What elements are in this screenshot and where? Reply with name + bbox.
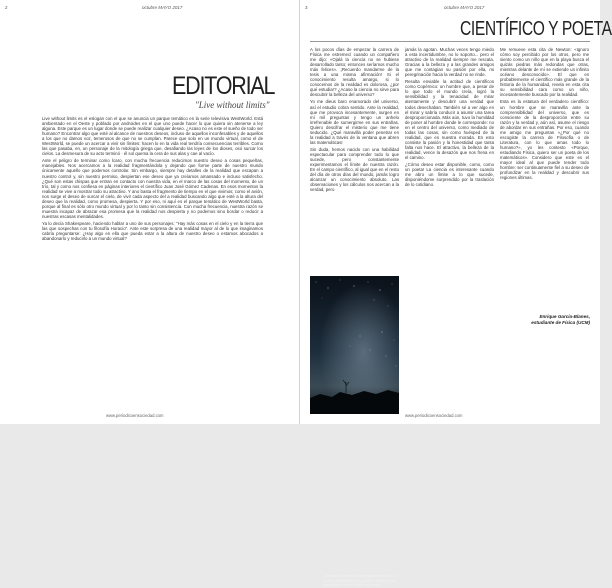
footer-url[interactable]: www.periodicoensociedad.com xyxy=(106,413,164,418)
article-paragraph: ¿Cómo deseo estar disponible, como, como un poeta! La ciencia es interesante cuando me abro un límite a lo que sucede, disponiéndome sorprendido por la traslación de lo cotidiano. xyxy=(405,162,494,188)
article-paragraph: jamás la agotan. Muchas veces tengo miedo a esta incertidumbre, no lo soporto... pero el atractivo de la realidad siempre me rescata. Gracias a la belleza y a las grandes amigos que me contagian su pasión por ella, mi peregrinación hacia la verdad no se rinde. xyxy=(405,47,494,78)
editorial-paragraph: Ya lo decía Shakespeare, haciendo hablar a uno de sus personajes: "Hay más cosas en el cielo y en la tierra que las que sospechas con tu filosofía Horacio". Ante este sorpresa de una realidad mayor al de lo que imaginamos cabría preguntarse: ¿Hay algo en ella que pueda estar a la altura de nuestro deseo o estamos abocados a abandonarlo y reducirlo a un mundo virtual? xyxy=(42,220,263,242)
author-role: estudiante de Física (UCM) xyxy=(531,319,590,325)
article-column-3 xyxy=(500,47,589,182)
issue-date: octubre MAYO 2017 xyxy=(444,5,485,10)
night-sky-image xyxy=(310,276,399,414)
page-number: 2 xyxy=(5,5,8,10)
article-column-2 xyxy=(405,47,494,189)
editorial-paragraph: Live without limits es el eslogan con el que se anuncia un parque temático en la serie televisiva WestWorld. Está ambientado en el Oeste y poblado por androides en el que uno puede hacer lo que quiera sin atenerse a ley alguna. Este parque es un lugar donde se puede realizar cualquier deseo. ¿Acaso no es este el sueño de todo ser humano? Encontrar algo que esté al alcance de nuestros deseos, incluso de aquellos inconfesables y de aquellos a los que no damos voz, temerosos de que no se cumplan. Parece que solo en un mundo virtual, como el de WestWorld, se puede un acercar a vivir sin límites: hacen lo en la vida real tendría consecuencias terribles. Como las que pasaba, en, un personaje de la mitología griega que, desafiando las leyes de los dioses, osó surcar los cielos. La desmesura de su acto terminó · él sol quema la cera de sus alas y cae al vacío. xyxy=(42,116,263,157)
article-paragraph: Me remueve esta cita de Newton: «Ignoro cómo soy percibido por los otros, pero me siento como un niño que en la playa busca el quizás piedras más redondas que otras, mientras delante de mí se extiende un infinito océano desconocido». El que es probablemente el científico más grande de la historia de la humanidad, revela en esta cita su sensibilidad cara como un niño, incesantemente buscado por la realidad. xyxy=(500,47,589,98)
article-paragraph: Yo me dieus baro enamorado del universo, así el estudio cobra sentido. Ante la realidad, que me provoca incesantemente, surgen en mí mil preguntas y tengo un anhelo irrefrenable de sumergirme en sus entrañas. Quiero descifrar el misterio que me tiene seducido. ¿Qué maravilla poder penetrar en la realidad a través de la ventana que abren las matemáticas! xyxy=(310,99,399,145)
page-number: 3 xyxy=(305,5,308,10)
issue-date: octubre MAYO 2017 xyxy=(142,5,183,10)
editorial-subtitle: "Live without limits" xyxy=(195,100,270,110)
footer-url[interactable]: www.periodicoensociedad.com xyxy=(405,413,463,418)
title-divider xyxy=(310,41,590,42)
right-page xyxy=(300,0,612,588)
article-paragraph: Resulta enviable la actitud de científicos como Copérnico: un hombre que, a pesar de lo que todo el mundo creía, logró la sensibilidad y la tenacidad de mirar atentamente y descubrir una verdad que todos desechaban. También sé a ver algo en el mirar y sabría conducir a asumir una tarea desproporcionada. Más aún, tuvo la humildad de poner al hombre donde le corresponde: no en el centro del universo, como mediado de todas las cosas, sin como huésped de la realidad, que es nuestra morada. En esto consiste la pasión y la honestidad que tanta falta nos hace. El atractivo, la belleza de la realidad, vence la desazón que nos frena en el camino. xyxy=(405,79,494,160)
article-title: CIENTÍFICO Y POETA xyxy=(460,18,612,40)
editorial-title: EDITORIAL xyxy=(172,72,275,100)
left-page xyxy=(0,0,300,424)
night-sky-photo xyxy=(310,276,399,588)
editorial-paragraph: Ante el peligro de terminar como Ícaro, con mucha frecuencia reducimos nuestro deseo a cosas pequeñas, manejables. Nos acercamos a la realidad fragmentándola y dejando que forme parte de nuestro mundo únicamente aquello que podemos controlar. Sin embargo, siempre hay detalles de la realidad que escapan a nuestro control y, sin nuestro permiso, despiertan ese deseo que ya creíamos amansado e incluso satisfecho. ¿Qué son estas chispas que entran en contacto con nuestra vida, en el marco de las cosas del momento, de un trío, tal y como nos confiesa en páginas interiores el científico Juan José Gómez Cadenas. En esos momentos la realidad se vive a mostrar todo su atractivo. Y ano basta el fragmento de tiempo en el que vivimos; como el avión, nos surge el deseo de surcar el cielo, de vivir cada aspecto del a realidad buscando algo que esté a la altura del deseo que la realidad, como promesa, despierta. Y por eso, ni aquí es el parque temático de WestWorld basta, porque al final es sólo otro mundo virtual y por lo tanto sin consistencia. Con mucha frecuencia, nuestra razón se muestra incapaz de abrazar esa promesa que la realidad nos despierta y no podemos sino bordar o reducir a nuestras escasas mentalidades. xyxy=(42,158,263,219)
author-name: Enrique García-Blanes, xyxy=(539,314,590,319)
author-signature xyxy=(524,314,590,325)
photo-caption: ¿Acaso la ciencia no sirve para descubrir la belleza del universo? ¿Cuánto deseo estar disponible, como, como un poeta! xyxy=(323,574,397,588)
editorial-body xyxy=(42,116,263,243)
article-paragraph: Sin duda, hemos nacido con una habilidad espectacular para comprender todo lo que sucede, pero constantemente experimentamos el límite de nuestra razón. En el campo científico, al igual que en el resto del día de otros días del mundo, jamás logro alcanzar un conocimiento absoluto. Las observaciones y los cálculos nos acercan a la verdad, pero xyxy=(310,146,399,193)
article-paragraph: Esta es la estatura del verdadero científico: un hombre que se maravilla ante la comprensibilidad del universo, que es consciente de la desproporción entre su razón y la verdad y, aún así, asume el riesgo de abordar en sus entrañas. Por eso, cuando me amigo me preguntan «¿Por qué no escogiste la carrera de Filosofía o de Literatura, con lo que amas todo lo humano?», yo les contesto «Porque, estudiando Física, quiero ser un poeta de los matemáticos». Considero que este es el mayor ideal al que puede tender todo hombre: ser continuamente fiel a su deseo de profundizar en la realidad y descubrir sus regiones últimas. xyxy=(500,99,589,181)
article-column-1 xyxy=(310,47,399,194)
article-paragraph: A los pocos días de empezar la carrera de Física me estremecí cuando un compañero me dijo: «Ojalá la ciencia no se hubiese desarrollado tanto; entonces seríamos mucho más felices». ¡Recuerdo mandarme de la tesis a una misma afirmación! Si el conocimiento resulta amargo, si lo conocemos de la realidad es dolorosa, ¿por qué estudiar? ¿Acaso la ciencia no sirve para descubrir la belleza del universo? xyxy=(310,47,399,98)
